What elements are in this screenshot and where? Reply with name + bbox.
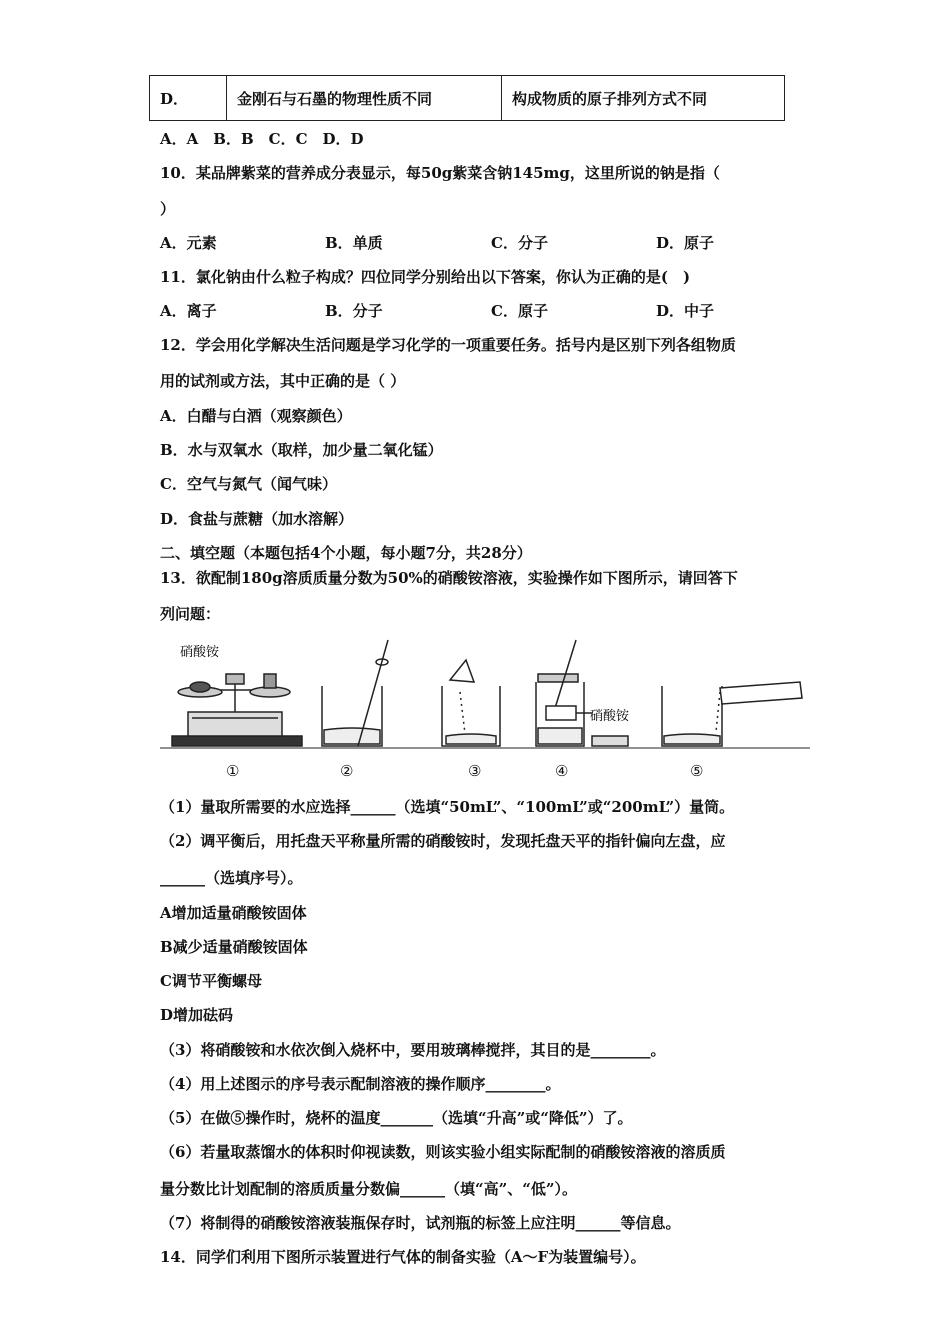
fig-number-4: ④ [555,762,569,780]
q11-option-c: C．原子 [491,302,548,320]
q12-stem-1: 12．学会用化学解决生活问题是学习化学的一项重要任务。括号内是区别下列各组物质 [160,336,736,354]
q12-option-a: A．白醋与白酒（观察颜色） [160,407,352,425]
q11-stem: 11．氯化钠由什么粒子构成？四位同学分别给出以下答案，你认为正确的是( ) [160,268,691,286]
q9-options: A．A B．B C．C D．D [160,130,364,148]
section-heading: 二、填空题（本题包括4个小题，每小题7分，共28分） [160,544,532,562]
fig-number-5: ⑤ [690,762,704,780]
beaker-with-cylinder [662,682,802,746]
fig-number-3: ③ [468,762,482,780]
q13-part-2-line-1: （2）调平衡后，用托盘天平称量所需的硝酸铵时，发现托盘天平的指针偏向左盘，应 [160,832,726,850]
q10-option-c: C．分子 [491,234,548,252]
q13-part-2-line-2: ______（选填序号）。 [160,869,303,887]
balance-apparatus [172,674,302,746]
table-row [150,76,785,121]
q11-option-b: B．分子 [325,302,383,320]
q12-option-d: D．食盐与蔗糖（加水溶解） [160,510,354,528]
q14-stem: 14．同学们利用下图所示装置进行气体的制备实验（A～F为装置编号）。 [160,1248,646,1266]
beaker-with-rod [322,640,388,746]
q13-option-b: B减少适量硝酸铵固体 [160,938,308,956]
q10-stem-1: 10．某品牌紫菜的营养成分表显示，每50g紫菜含钠145mg，这里所说的钠是指（ [160,164,720,182]
q10-stem-2: ） [160,200,176,218]
row-phenomenon: 金刚石与石墨的物理性质不同 [227,76,502,121]
q13-part-6-line-2: 量分数比计划配制的溶质质量分数偏______（填“高”、“低”）。 [160,1180,578,1198]
row-explanation: 构成物质的原子排列方式不同 [502,76,785,121]
q10-option-a: A．元素 [160,234,217,252]
q13-part-5: （5）在做⑤操作时，烧杯的温度_______（选填“升高”或“降低”）了。 [160,1109,633,1127]
fig-number-1: ① [226,762,240,780]
fig-label-balance: 硝酸铵 [180,645,220,660]
q11-option-a: A．离子 [160,302,217,320]
q13-option-a: A增加适量硝酸铵固体 [160,904,307,922]
fig-label-bottle: 硝酸铵 [590,709,630,724]
fig-number-2: ② [340,762,354,780]
q12-stem-2: 用的试剂或方法，其中正确的是（ ） [160,372,406,390]
q12-option-c: C．空气与氮气（闻气味） [160,475,337,493]
q13-part-6-line-1: （6）若量取蒸馏水的体积时仰视读数，则该实验小组实际配制的硝酸铵溶液的溶质质 [160,1143,726,1161]
q12-option-b: B．水与双氧水（取样，加少量二氧化锰） [160,441,443,459]
q10-option-b: B．单质 [325,234,383,252]
q10-option-d: D．原子 [656,234,715,252]
q13-part-4: （4）用上述图示的序号表示配制溶液的操作顺序________。 [160,1075,561,1093]
q11-option-d: D．中子 [656,302,715,320]
answer-table [149,75,785,121]
q13-option-c: C调节平衡螺母 [160,972,262,990]
q13-stem-2: 列问题： [160,605,221,623]
q13-part-7: （7）将制得的硝酸铵溶液装瓶保存时，试剂瓶的标签上应注明______等信息。 [160,1214,681,1232]
q13-part-3: （3）将硝酸铵和水依次倒入烧杯中，要用玻璃棒搅拌，其目的是________。 [160,1041,666,1059]
q13-part-1: （1）量取所需要的水应选择______（选填“50mL”、“100mL”或“200mL”）量筒。 [160,798,735,816]
experiment-figure [160,632,810,782]
q13-option-d: D增加砝码 [160,1006,234,1024]
row-label: D． [150,76,227,121]
q13-stem-1: 13．欲配制180g溶质质量分数为50%的硝酸铵溶液，实验操作如下图所示，请回答下 [160,569,738,587]
beaker-with-paper [442,660,500,746]
reagent-bottle [536,640,628,746]
